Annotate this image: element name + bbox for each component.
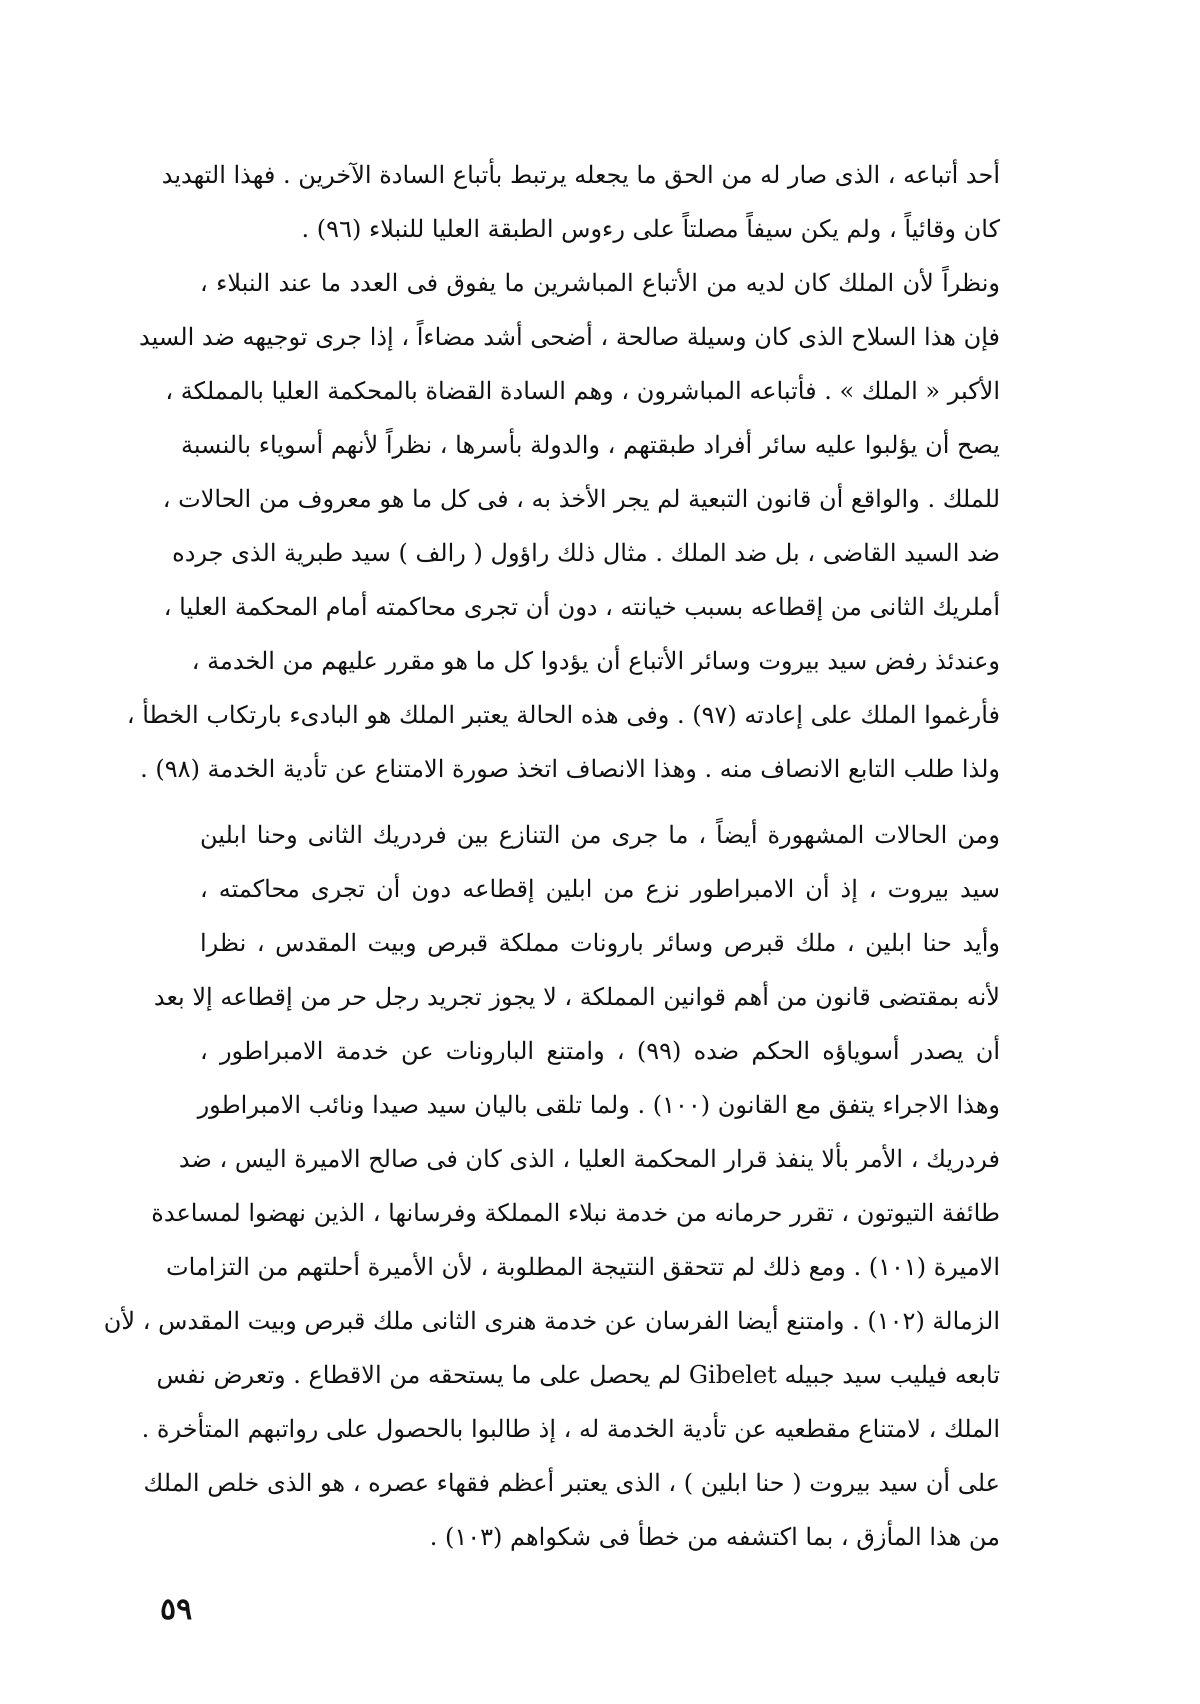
text-line: كان وقائياً ، ولم يكن سيفاً مصلتاً على رءوس الطبقة العليا للنبلاء (٩٦) . xyxy=(301,215,1000,243)
paragraph-1 xyxy=(161,148,1000,256)
text-line: أن يصدر أسوياؤه الحكم ضده (٩٩) ، وامتنع البارونات عن خدمة الامبراطور ، xyxy=(200,1037,1001,1065)
page-number: ٥٩ xyxy=(160,1592,193,1627)
text-line: سيد بيروت ، إذ أن الامبراطور نزع من ابلين إقطاعه دون أن تجرى محاكمته ، xyxy=(200,875,1000,903)
text-line: ونظراً لأن الملك كان لديه من الأتباع المباشرين ما يفوق فى العدد ما عند النبلاء ، xyxy=(200,269,1000,297)
text-line: للملك . والواقع أن قانون التبعية لم يجر الأخذ به ، فى كل ما هو معروف من الحالات ، xyxy=(162,485,1000,513)
text-line: ولذا طلب التابع الانصاف منه . وهذا الانصاف اتخذ صورة الامتناع عن تأدية الخدمة (٩٨) . xyxy=(140,755,1000,783)
text-line: الزمالة (١٠٢) . وامتنع أيضا الفرسان عن خدمة هنرى الثانى ملك قبرص وبيت المقدس ، لأن xyxy=(103,1307,1000,1335)
text-line: أملريك الثانى من إقطاعه بسبب خيانته ، دون أن تجرى محاكمته أمام المحكمة العليا ، xyxy=(163,593,1000,621)
text-line: طائفة التيوتون ، تقرر حرمانه من خدمة نبلاء المملكة وفرسانها ، الذين نهضوا لمساعدة xyxy=(151,1199,1000,1227)
text-line: فأرغموا الملك على إعادته (٩٧) . وفى هذه الحالة يعتبر الملك هو البادىء بارتكاب الخطأ ، xyxy=(126,701,1000,729)
text-line: فإن هذا السلاح الذى كان وسيلة صالحة ، أضحى أشد مضاءاً ، إذا جرى توجيهه ضد السيد xyxy=(139,323,1000,351)
text-line: الأكبر « الملك » . فأتباعه المباشرون ، وهم السادة القضاة بالمحكمة العليا بالمملكة ، xyxy=(165,377,1000,405)
text-line: ضد السيد القاضى ، بل ضد الملك . مثال ذلك راؤول ( رالف ) سيد طبرية الذى جرده xyxy=(172,539,1000,567)
paragraph-3 xyxy=(103,808,1001,1564)
text-line: يصح أن يؤلبوا عليه سائر أفراد طبقتهم ، والدولة بأسرها ، نظراً لأنهم أسوياء بالنسبة xyxy=(181,431,1000,459)
text-line: وهذا الاجراء يتفق مع القانون (١٠٠) . ولما تلقى باليان سيد صيدا ونائب الامبراطور xyxy=(197,1091,1000,1119)
paragraph-2 xyxy=(126,256,1000,796)
text-line: لأنه بمقتضى قانون من أهم قوانين المملكة ، لا يجوز تجريد رجل حر من إقطاعه إلا بعد xyxy=(153,983,1000,1011)
text-line: وأيد حنا ابلين ، ملك قبرص وسائر بارونات مملكة قبرص وبيت المقدس ، نظرا xyxy=(200,929,1000,957)
text-line: وعندئذ رفض سيد بيروت وسائر الأتباع أن يؤدوا كل ما هو مقرر عليهم من الخدمة ، xyxy=(191,647,1000,675)
text-line: ومن الحالات المشهورة أيضاً ، ما جرى من التنازع بين فردريك الثانى وحنا ابلين xyxy=(200,821,1000,849)
text-line: أحد أتباعه ، الذى صار له من الحق ما يجعله يرتبط بأتباع السادة الآخرين . فهذا التهديد xyxy=(161,161,1000,189)
text-line: تابعه فيليب سيد جبيله Gibelet لم يحصل على ما يستحقه من الاقطاع . وتعرض نفس xyxy=(156,1361,1000,1389)
text-line: الاميرة (١٠١) . ومع ذلك لم تتحقق النتيجة المطلوبة ، لأن الأميرة أحلتهم من التزامات xyxy=(166,1253,1000,1281)
text-line: الملك ، لامتناع مقطعيه عن تأدية الخدمة له ، إذ طالبوا بالحصول على رواتبهم المتأخرة . xyxy=(141,1415,1000,1443)
text-line: على أن سيد بيروت ( حنا ابلين ) ، الذى يعتبر أعظم فقهاء عصره ، هو الذى خلص الملك xyxy=(143,1469,1000,1497)
text-line: من هذا المأزق ، بما اكتشفه من خطأ فى شكواهم (١٠٣) . xyxy=(429,1523,1000,1551)
text-line: فردريك ، الأمر بألا ينفذ قرار المحكمة العليا ، الذى كان فى صالح الاميرة اليس ، ضد xyxy=(178,1145,1000,1173)
